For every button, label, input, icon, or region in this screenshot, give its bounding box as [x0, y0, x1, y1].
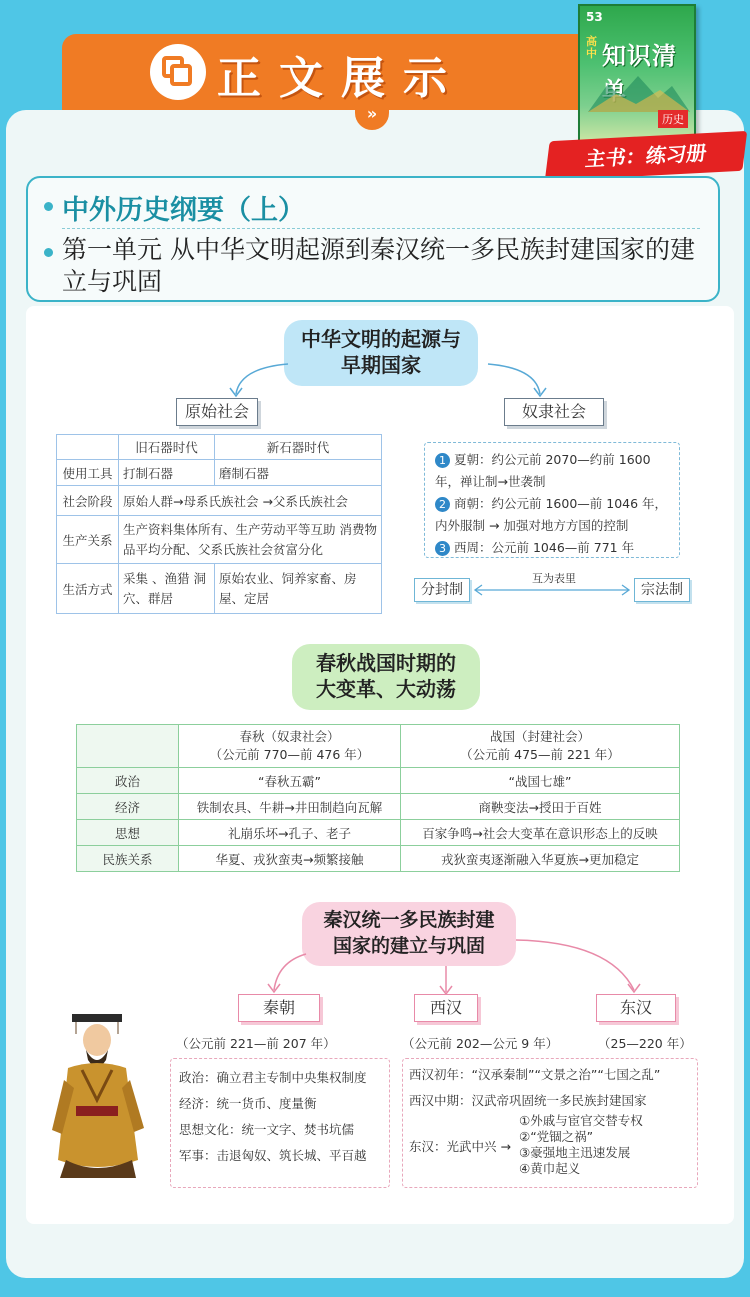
col-header-text: （公元前 475—前 221 年） — [460, 747, 620, 762]
section-title-line: 国家的建立与巩固 — [332, 935, 485, 957]
primitive-society-table — [56, 434, 382, 614]
list-item — [435, 449, 669, 493]
book-cover — [578, 4, 696, 150]
section-title-line: 秦汉统一多民族封建 — [323, 909, 495, 931]
book-side-label: 高中 — [586, 35, 597, 60]
col-header: 旧石器时代 — [119, 435, 215, 460]
chevron-down-icon: » — [355, 104, 389, 130]
book-heading: 中外历史纲要（上） — [62, 195, 305, 226]
book-subject-tag: 历史 — [658, 110, 688, 128]
period-qin: （公元前 221—前 207 年） — [176, 1036, 336, 1051]
table-cell: 礼崩乐坏→孔子、老子 — [179, 820, 401, 846]
section-title-line: 早期国家 — [341, 353, 421, 377]
table-corner — [77, 725, 179, 768]
tag-zongfa: 宗法制 — [634, 578, 690, 602]
han-policies — [402, 1058, 698, 1188]
col-header — [179, 725, 401, 768]
list-item: 军事：击退匈奴、筑长城、平百越 — [179, 1148, 367, 1163]
table-corner — [57, 435, 119, 460]
list-item: ①外戚与宦官交替专权 — [519, 1113, 643, 1128]
table-cell: “春秋五霸” — [179, 768, 401, 794]
bullet-dot-icon — [44, 248, 53, 257]
section-title-line: 中华文明的起源与 — [301, 327, 461, 351]
tag-eastern-han: 东汉 — [596, 994, 676, 1022]
row-label: 经济 — [77, 794, 179, 820]
row-label: 思想 — [77, 820, 179, 846]
number-badge: 2 — [435, 497, 450, 512]
relation-label: 互为表里 — [532, 572, 576, 585]
table-cell: 采集 、渔猎 洞穴、群居 — [119, 564, 215, 614]
unit-header — [26, 176, 720, 302]
list-item: 经济：统一货币、度量衡 — [179, 1096, 317, 1111]
col-header-text: 春秋（奴隶社会） — [239, 729, 340, 744]
list-item: ③豪强地主迅速发展 — [519, 1145, 631, 1160]
title-banner — [62, 34, 620, 110]
main-book-ribbon: 主书：练习册 — [545, 131, 747, 181]
list-item: ②“党锢之祸” — [519, 1129, 594, 1144]
col-header: 新石器时代 — [215, 435, 382, 460]
period-eastern-han: （25—220 年） — [598, 1036, 692, 1051]
branch-arrows — [250, 936, 670, 998]
tag-qin: 秦朝 — [238, 994, 320, 1022]
table-cell: 商鞅变法→授田于百姓 — [401, 794, 680, 820]
list-item — [435, 493, 669, 537]
row-label: 生产关系 — [57, 516, 119, 564]
emperor-illustration — [46, 1010, 150, 1182]
table-cell: 原始农业、饲养家畜、房屋、定居 — [215, 564, 382, 614]
tag-primitive-society: 原始社会 — [176, 398, 258, 426]
qin-policies — [170, 1058, 390, 1188]
table-cell: 原始人群→母系氏族社会 →父系氏族社会 — [119, 486, 382, 516]
tag-slave-society: 奴隶社会 — [504, 398, 604, 426]
table-cell: “战国七雄” — [401, 768, 680, 794]
chunqiu-zhanguo-table — [76, 724, 680, 872]
banner-title: 正文展示 — [217, 53, 465, 104]
list-item-text: 夏朝：约公元前 2070—约前 1600 年，禅让制→世袭制 — [435, 452, 651, 489]
list-item: 西汉初年：“汉承秦制”“文景之治”“七国之乱” — [409, 1067, 661, 1082]
list-item — [409, 1113, 691, 1177]
number-badge: 3 — [435, 541, 450, 556]
list-item: 西汉中期：汉武帝巩固统一多民族封建国家 — [409, 1093, 647, 1108]
list-item — [435, 537, 669, 559]
row-label: 民族关系 — [77, 846, 179, 872]
table-cell: 打制石器 — [119, 460, 215, 486]
divider — [62, 228, 700, 229]
section-title-chunqiu — [292, 644, 480, 710]
east-han-label: 东汉：光武中兴 → — [409, 1139, 511, 1154]
list-item-text: 西周：公元前 1046—前 771 年 — [454, 540, 635, 555]
row-label: 使用工具 — [57, 460, 119, 486]
table-cell: 戎狄蛮夷逐渐融入华夏族→更加稳定 — [401, 846, 680, 872]
table-row — [57, 564, 382, 614]
book-title: 知识清 — [602, 42, 677, 70]
section-title-line: 春秋战国时期的 — [316, 651, 456, 675]
row-label: 生活方式 — [57, 564, 119, 614]
tag-fengjian: 分封制 — [414, 578, 470, 602]
section-title-line: 大变革、大动荡 — [316, 677, 456, 701]
bullet-dot-icon — [44, 202, 53, 211]
table-cell: 生产资料集体所有、生产劳动平等互助 消费物品平均分配、父系氏族社会贫富分化 — [119, 516, 382, 564]
table-cell: 磨制石器 — [215, 460, 382, 486]
table-row — [77, 820, 680, 846]
book-logo: 53 — [586, 10, 603, 24]
tag-western-han: 西汉 — [414, 994, 478, 1022]
col-header-text: （公元前 770—前 476 年） — [209, 747, 370, 762]
col-header — [401, 725, 680, 768]
list-item: ④黄巾起义 — [519, 1161, 581, 1176]
table-row — [57, 486, 382, 516]
row-label: 政治 — [77, 768, 179, 794]
table-row — [57, 516, 382, 564]
table-cell: 铁制农具、牛耕→井田制趋向瓦解 — [179, 794, 401, 820]
slave-society-list — [424, 442, 680, 558]
row-label: 社会阶段 — [57, 486, 119, 516]
table-row — [77, 846, 680, 872]
col-header-text: 战国（封建社会） — [489, 729, 590, 744]
table-row — [57, 460, 382, 486]
table-row — [77, 768, 680, 794]
unit-title: 第一单元 从中华文明起源到秦汉统一多民族封建国家的建立与巩固 — [62, 235, 695, 296]
table-row — [77, 794, 680, 820]
east-han-items — [519, 1113, 643, 1177]
table-cell: 百家争鸣→社会大变革在意识形态上的反映 — [401, 820, 680, 846]
list-item: 政治：确立君主专制中央集权制度 — [179, 1070, 367, 1085]
period-western-han: （公元前 202—公元 9 年） — [402, 1036, 559, 1051]
list-item-text: 商朝：约公元前 1600—前 1046 年，内外服制 → 加强对地方方国的控制 — [435, 496, 668, 533]
mountain-icon — [588, 72, 690, 112]
list-item: 思想文化：统一文字、焚书坑儒 — [179, 1122, 355, 1137]
double-arrow-icon — [472, 582, 632, 598]
number-badge: 1 — [435, 453, 450, 468]
table-cell: 华夏、戎狄蛮夷→频繁接触 — [179, 846, 401, 872]
